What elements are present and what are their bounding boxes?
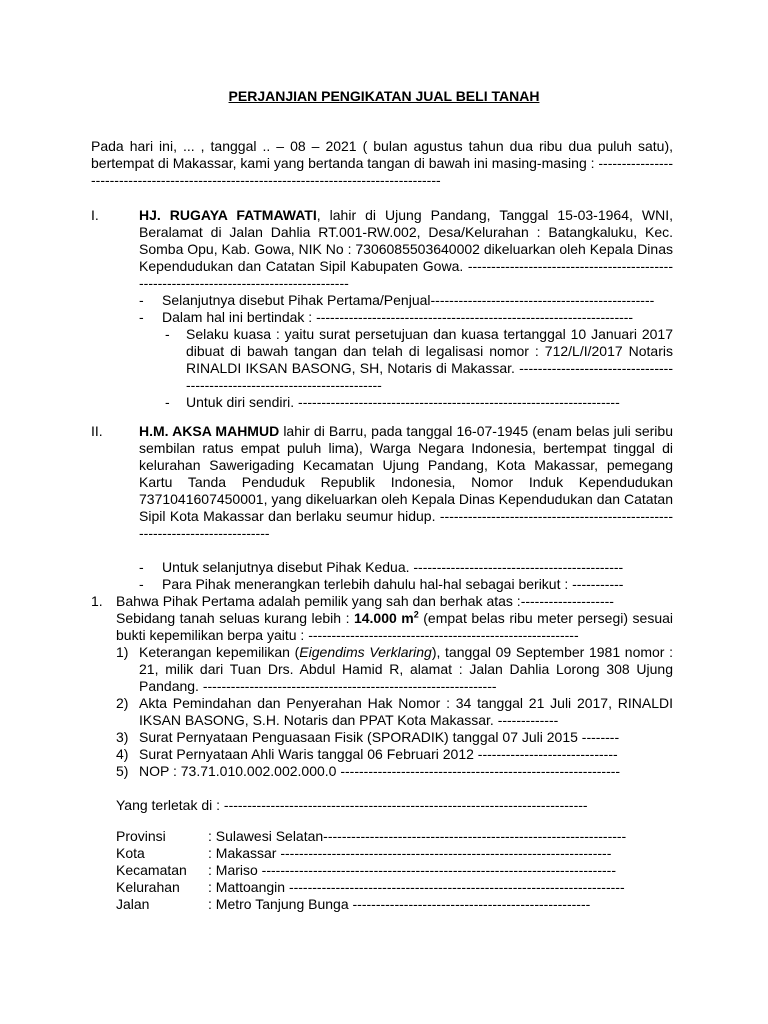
location-label-kecamatan: Kecamatan xyxy=(116,862,187,878)
evidence-item-5: NOP : 73.71.010.002.002.000.0 ------------------------------------------------------------ xyxy=(139,763,621,779)
party2-point2: Para Pihak menerangkan terlebih dahulu hal-hal sebagai berikut : ----------- xyxy=(162,576,624,592)
evidence-item-3-number: 3) xyxy=(116,729,129,745)
party2-point1-bullet: - xyxy=(139,559,144,575)
party1-paragraph xyxy=(139,207,673,292)
clause1-land-description xyxy=(116,610,673,644)
evidence-item-1 xyxy=(139,644,673,695)
party1-sub1-bullet: - xyxy=(165,326,170,342)
party1-point2: Dalam hal ini bertindak : -------------------------------------------------------------------- xyxy=(162,309,634,325)
party1-point2-bullet: - xyxy=(139,309,144,325)
evidence-item-1-number: 1) xyxy=(116,644,129,660)
evidence-item-4: Surat Pernyataan Ahli Waris tanggal 06 Februari 2012 ------------------------------ xyxy=(139,746,618,762)
party2-point2-bullet: - xyxy=(139,576,144,592)
located-at-line: Yang terletak di : ------------------------------------------------------------------------------ xyxy=(116,797,588,813)
location-label-jalan: Jalan xyxy=(116,896,150,912)
party1-numeral: I. xyxy=(91,207,99,223)
location-value-kecamatan: : Mariso ---------------------------------------------------------------------------- xyxy=(208,862,616,878)
location-label-kelurahan: Kelurahan xyxy=(116,879,180,895)
party1-name: HJ. RUGAYA FATMAWATI xyxy=(139,207,317,223)
evidence-item-1-pre: Keterangan kepemilikan ( xyxy=(139,644,300,660)
clause1-line2-post: (empat belas ribu meter persegi) sesuai bukti kepemilikan berpa yaitu : ---------------------------------------------------------- xyxy=(116,610,674,643)
evidence-item-2: Akta Pemindahan dan Penyerahan Hak Nomor : 34 tanggal 21 Juli 2017, RINALDI IKSAN BASONG, S.H. Notaris dan PPAT Kota Makassar. ------------- xyxy=(139,695,673,728)
location-value-kelurahan: : Mattoangin ------------------------------------------------------------------------ xyxy=(208,879,625,895)
location-value-jalan: : Metro Tanjung Bunga --------------------------------------------------- xyxy=(208,896,591,912)
clause1-number: 1. xyxy=(91,593,103,609)
party2-name: H.M. AKSA MAHMUD xyxy=(139,423,280,439)
party2-text: lahir di Barru, pada tanggal 16-07-1945 (enam belas juli seribu sembilan ratus empat puluh lima), Warga Negara Indonesia, bertempat tinggal di kelurahan Sawerigading Kecamatan Ujung Pandang, Kota Makassar, pemegang Kartu Tanda Penduduk Republik Indonesia, Nomor Induk Kependudukan 7371041607450001, yang dikeluarkan oleh Kepala Dinas Kependudukan dan Catatan Sipil Kota Makassar dan berlaku seumur hidup. ------------------------------------------------------------------------------ xyxy=(139,423,673,541)
party1-sub2: Untuk diri sendiri. --------------------------------------------------------------------- xyxy=(186,394,620,410)
evidence-item-4-number: 4) xyxy=(116,746,129,762)
party1-text: , lahir di Ujung Pandang, Tanggal 15-03-1964, WNI, Beralamat di Jalan Dahlia RT.001-RW.002, Desa/Kelurahan : Batangkaluku, Kec. Somba Opu, Kab. Gowa, NIK No : 7306085503640002 dikeluarkan oleh Kepala Dinas Kependudukan dan Catatan Sipil Kabupaten Gowa. ----------------------------------------------------------------------------------------- xyxy=(139,207,673,291)
evidence-item-1-italic: Eigendims Verklaring xyxy=(299,644,432,660)
location-label-kota: Kota xyxy=(116,845,145,861)
evidence-item-3: Surat Pernyataan Penguasaan Fisik (SPORADIK) tanggal 07 Juli 2015 -------- xyxy=(139,729,620,745)
party1-sub2-bullet: - xyxy=(165,394,170,410)
party2-point1: Untuk selanjutnya disebut Pihak Kedua. --------------------------------------------- xyxy=(162,559,624,575)
location-value-provinsi: : Sulawesi Selatan----------------------------------------------------------------- xyxy=(208,828,627,844)
evidence-item-1-post: ), tanggal 09 September 1981 nomor : 21, milik dari Tuan Drs. Abdul Hamid R, alamat : Jalan Dahlia Lorong 308 Ujung Pandang. --------------------------------------------------------------- xyxy=(139,644,674,694)
party1-sub1: Selaku kuasa : yaitu surat persetujuan dan kuasa tertanggal 10 Januari 2017 dibuat di bawah tangan dan telah di legalisasi nomor : 712/L/I/2017 Notaris RINALDI IKSAN BASONG, SH, Notaris di Makassar. --------------------------------------------------------------------------- xyxy=(186,326,673,393)
party2-numeral: II. xyxy=(91,423,103,439)
location-value-kota: : Makassar ----------------------------------------------------------------------- xyxy=(208,845,612,861)
party1-point1-bullet: - xyxy=(139,292,144,308)
clause1-line2-pre: Sebidang tanah seluas kurang lebih : xyxy=(116,610,354,626)
evidence-item-2-number: 2) xyxy=(116,695,129,711)
land-area: 14.000 m xyxy=(353,610,414,626)
clause1-line1: Bahwa Pihak Pertama adalah pemilik yang sah dan berhak atas :-------------------- xyxy=(116,593,614,609)
party2-paragraph xyxy=(139,423,673,542)
land-area-unit-superscript: 2 xyxy=(413,609,419,620)
location-label-provinsi: Provinsi xyxy=(116,828,166,844)
evidence-item-5-number: 5) xyxy=(116,763,129,779)
document-title: PERJANJIAN PENGIKATAN JUAL BELI TANAH xyxy=(228,88,540,104)
party1-point1: Selanjutnya disebut Pihak Pertama/Penjual------------------------------------------------ xyxy=(162,292,655,308)
opening-paragraph: Pada hari ini, ... , tanggal .. – 08 – 2021 ( bulan agustus tahun dua ribu dua puluh satu), bertempat di Makassar, kami yang bertanda tangan di bawah ini masing-masing : ------------------------------------------------------------------------------------------- xyxy=(91,138,673,188)
